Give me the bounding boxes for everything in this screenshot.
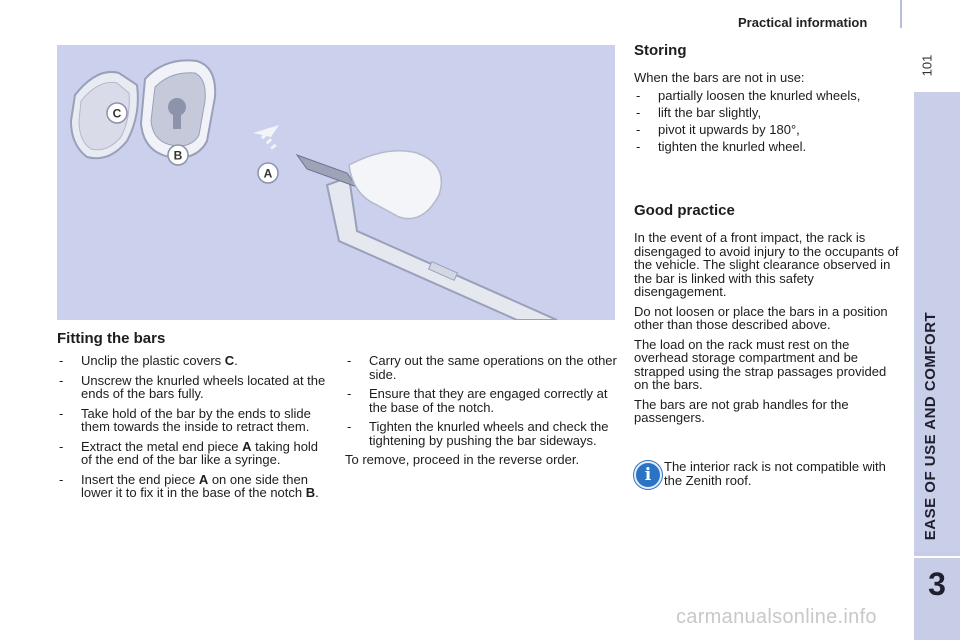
fitting-step: - Ensure that they are engaged correctly at the base of the notch.	[345, 387, 620, 414]
storing-step: - lift the bar slightly,	[634, 106, 904, 120]
storing-step: - partially loosen the knurled wheels,	[634, 89, 904, 103]
hand-drawing	[349, 151, 441, 219]
good-practice-paragraph: Do not loosen or place the bars in a position other than those described above.	[634, 303, 888, 332]
callout-b	[168, 145, 188, 165]
fitting-step: - Tighten the knurled wheels and check the tightening by pushing the bar sideways.	[345, 420, 620, 447]
good-practice-paragraph: The load on the rack must rest on the overhead storage compartment and be strapped using the strap passages provided on the bars.	[634, 336, 887, 392]
fitting-steps-list	[57, 354, 332, 500]
side-tab-divider	[914, 556, 960, 558]
chapter-number: 3	[928, 566, 946, 602]
fitting-left-column	[57, 354, 332, 506]
storing-step: - tighten the knurled wheel.	[634, 140, 904, 154]
chapter-label: EASE OF USE AND COMFORT	[922, 311, 939, 541]
callout-a-label: A	[263, 166, 273, 181]
good-practice-title: Good practice	[634, 202, 735, 219]
fitting-section	[57, 330, 617, 500]
fitting-step: - Take hold of the bar by the ends to slide them towards the inside to retract them.	[57, 407, 332, 434]
header-rule	[900, 0, 902, 28]
callout-a	[258, 163, 278, 183]
fitting-step: - Carry out the same operations on the other side.	[345, 354, 620, 381]
storing-section	[634, 42, 904, 157]
good-practice-section	[634, 202, 904, 431]
roof-bar-illustration	[57, 45, 615, 320]
storing-steps-list	[634, 89, 904, 154]
notch-cover-drawing	[71, 72, 138, 158]
info-icon: i	[634, 461, 662, 489]
info-note	[634, 460, 904, 500]
fitting-step: - Extract the metal end piece A taking hold of the end of the bar like a syringe.	[57, 440, 332, 467]
good-practice-paragraph: The bars are not grab handles for the passengers.	[634, 396, 849, 425]
illustration-drawing	[57, 45, 615, 320]
fitting-step: - Insert the end piece A on one side then lower it to fix it in the base of the notch B.	[57, 473, 332, 500]
remove-note: To remove, proceed in the reverse order.	[345, 452, 580, 467]
callout-c-label: C	[112, 106, 122, 121]
storing-intro: When the bars are not in use:	[634, 70, 805, 85]
callout-c	[107, 103, 127, 123]
storing-step: - pivot it upwards by 180°,	[634, 123, 904, 137]
running-header-title: Practical information	[738, 15, 868, 30]
fitting-steps-list-continued	[345, 354, 620, 447]
fitting-right-column	[345, 354, 620, 473]
info-note-text: The interior rack is not compatible with the Zenith roof.	[664, 459, 886, 488]
fitting-title: Fitting the bars	[57, 330, 166, 347]
storing-title: Storing	[634, 42, 687, 59]
notch-housing-drawing	[141, 60, 215, 157]
callout-b-label: B	[173, 148, 183, 163]
page-number: 101	[919, 54, 935, 77]
fitting-step: - Unscrew the knurled wheels located at the ends of the bars fully.	[57, 374, 332, 401]
good-practice-paragraph: In the event of a front impact, the rack is disengaged to avoid injury to the occupants of the vehicle. The slight clearance observed in the bar is linked with this safety disengagement.	[634, 230, 899, 299]
fitting-step: - Unclip the plastic covers C.	[57, 354, 332, 368]
direction-arrow-drawing	[253, 125, 279, 149]
watermark: carmanualsonline.info	[676, 606, 877, 628]
